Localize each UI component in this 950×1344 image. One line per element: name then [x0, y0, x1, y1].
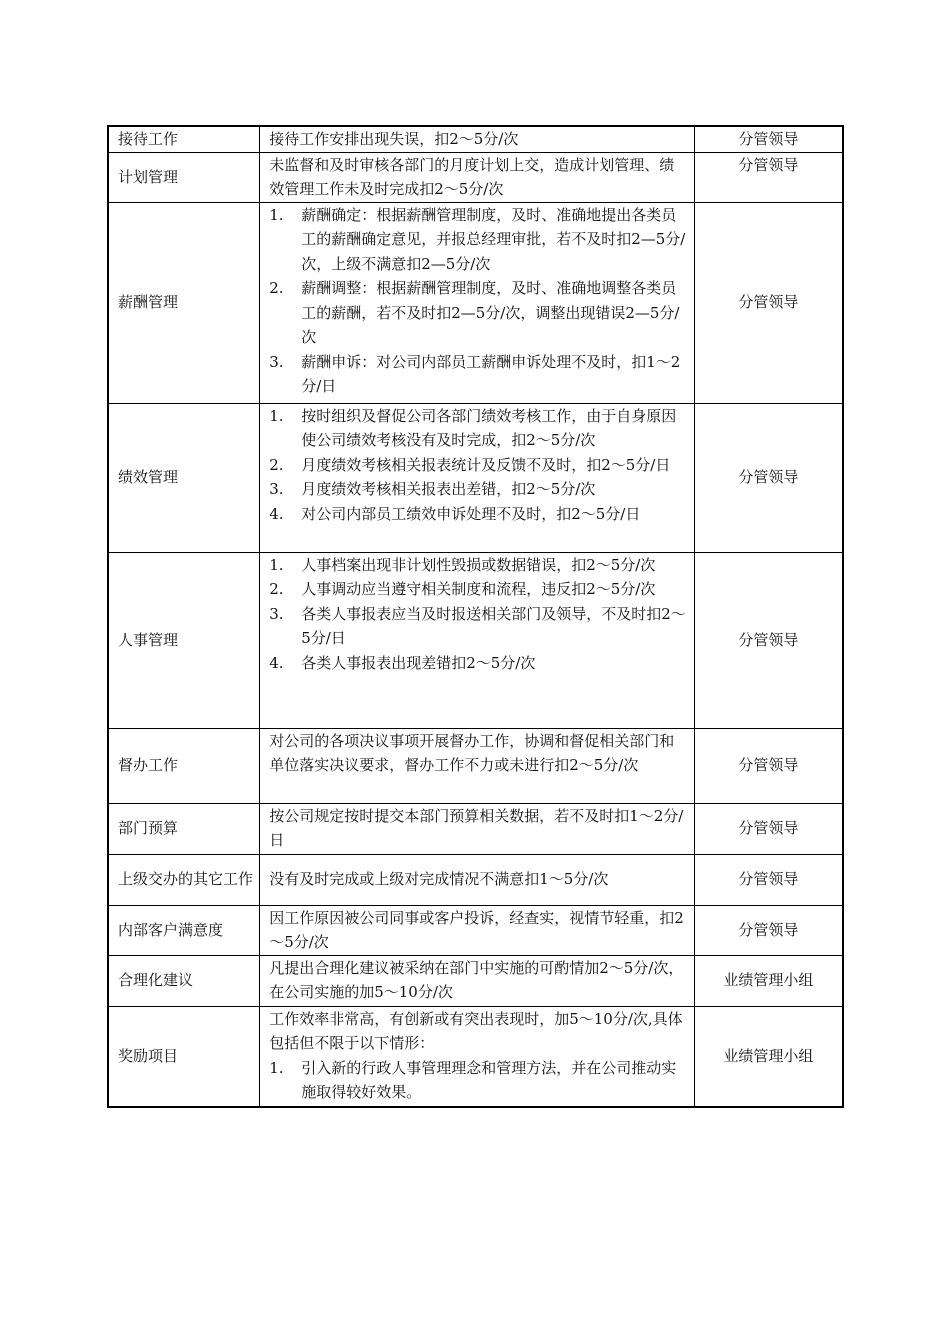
criteria-intro: 工作效率非常高，有创新或有突出表现时，加5～10分/次,具体包括但不限于以下情形： — [269, 1009, 683, 1052]
category-cell: 人事管理 — [108, 552, 260, 728]
responsible-cell: 分管领导 — [694, 403, 843, 552]
criteria-cell: 接待工作安排出现失误，扣2～5分/次 — [260, 126, 695, 152]
table-row — [108, 955, 843, 1006]
responsible-cell: 分管领导 — [694, 803, 843, 854]
category-cell: 内部客户满意度 — [108, 905, 260, 955]
responsible-cell: 分管领导 — [694, 202, 843, 403]
criteria-cell: 按公司规定按时提交本部门预算相关数据，若不及时扣1～2分/日 — [260, 803, 695, 854]
criteria-cell: 没有及时完成或上级对完成情况不满意扣1～5分/次 — [260, 854, 695, 905]
criteria-cell — [260, 202, 695, 403]
criteria-cell — [260, 403, 695, 552]
responsible-cell: 业绩管理小组 — [694, 1006, 843, 1107]
table-row — [108, 552, 843, 728]
category-cell: 督办工作 — [108, 728, 260, 803]
list-item: 1. 按时组织及督促公司各部门绩效考核工作，由于自身原因使公司绩效考核没有及时完成，扣2～5分/次 — [269, 406, 677, 449]
table-row — [108, 152, 843, 202]
responsible-cell: 分管领导 — [694, 905, 843, 955]
criteria-cell: 凡提出合理化建议被采纳在部门中实施的可酌情加2～5分/次，在公司实施的加5～10分/次 — [260, 955, 695, 1006]
table-row — [108, 905, 843, 955]
responsible-cell: 分管领导 — [694, 152, 843, 202]
criteria-cell: 未监督和及时审核各部门的月度计划上交，造成计划管理、绩效管理工作未及时完成扣2～5分/次 — [260, 152, 695, 202]
list-item: 1. 引入新的行政人事管理理念和管理方法，并在公司推动实施取得较好效果。 — [269, 1058, 677, 1101]
list-item: 2. 月度绩效考核相关报表统计及反馈不及时，扣2～5分/日 — [269, 455, 671, 474]
list-item: 1. 人事档案出现非计划性毁损或数据错误，扣2～5分/次 — [269, 555, 656, 574]
list-item: 2. 人事调动应当遵守相关制度和流程，违反扣2～5分/次 — [269, 580, 656, 598]
category-cell: 计划管理 — [108, 152, 260, 202]
category-cell: 部门预算 — [108, 803, 260, 854]
table-row — [108, 854, 843, 905]
category-cell: 奖励项目 — [108, 1006, 260, 1107]
table-row — [108, 803, 843, 854]
criteria-cell — [260, 552, 695, 728]
evaluation-table — [107, 125, 844, 1108]
responsible-cell: 业绩管理小组 — [694, 955, 843, 1006]
category-cell: 薪酬管理 — [108, 202, 260, 403]
list-item: 4. 各类人事报表出现差错扣2～5分/次 — [269, 653, 536, 672]
responsible-cell: 分管领导 — [694, 552, 843, 728]
category-cell: 接待工作 — [108, 126, 260, 152]
responsible-cell: 分管领导 — [694, 854, 843, 905]
table-row — [108, 403, 843, 552]
list-item: 1. 薪酬确定：根据薪酬管理制度，及时、准确地提出各类员工的薪酬确定意见，并报总经理审批，若不及时扣2—5分/次，上级不满意扣2—5分/次 — [269, 205, 686, 273]
table-row — [108, 728, 843, 803]
list-item: 3. 月度绩效考核相关报表出差错，扣2～5分/次 — [269, 480, 596, 498]
category-cell: 合理化建议 — [108, 955, 260, 1006]
criteria-cell — [260, 1006, 695, 1107]
criteria-cell: 因工作原因被公司同事或客户投诉，经查实，视情节轻重，扣2～5分/次 — [260, 905, 695, 955]
table-row — [108, 202, 843, 403]
list-item: 3. 薪酬申诉：对公司内部员工薪酬申诉处理不及时，扣1～2分/日 — [269, 352, 681, 395]
category-cell: 绩效管理 — [108, 403, 260, 552]
list-item: 2. 薪酬调整：根据薪酬管理制度，及时、准确地调整各类员工的薪酬，若不及时扣2—5分/次，调整出现错误2—5分/次 — [269, 279, 680, 346]
list-item: 3. 各类人事报表应当及时报送相关部门及领导，不及时扣2～5分/日 — [269, 604, 686, 647]
table-row — [108, 126, 843, 152]
table-row — [108, 1006, 843, 1107]
responsible-cell: 分管领导 — [694, 728, 843, 803]
category-cell: 上级交办的其它工作 — [108, 854, 260, 905]
criteria-cell: 对公司的各项决议事项开展督办工作，协调和督促相关部门和单位落实决议要求，督办工作不力或未进行扣2～5分/次 — [260, 728, 695, 803]
responsible-cell: 分管领导 — [694, 126, 843, 152]
list-item: 4. 对公司内部员工绩效申诉处理不及时，扣2～5分/日 — [269, 504, 641, 523]
